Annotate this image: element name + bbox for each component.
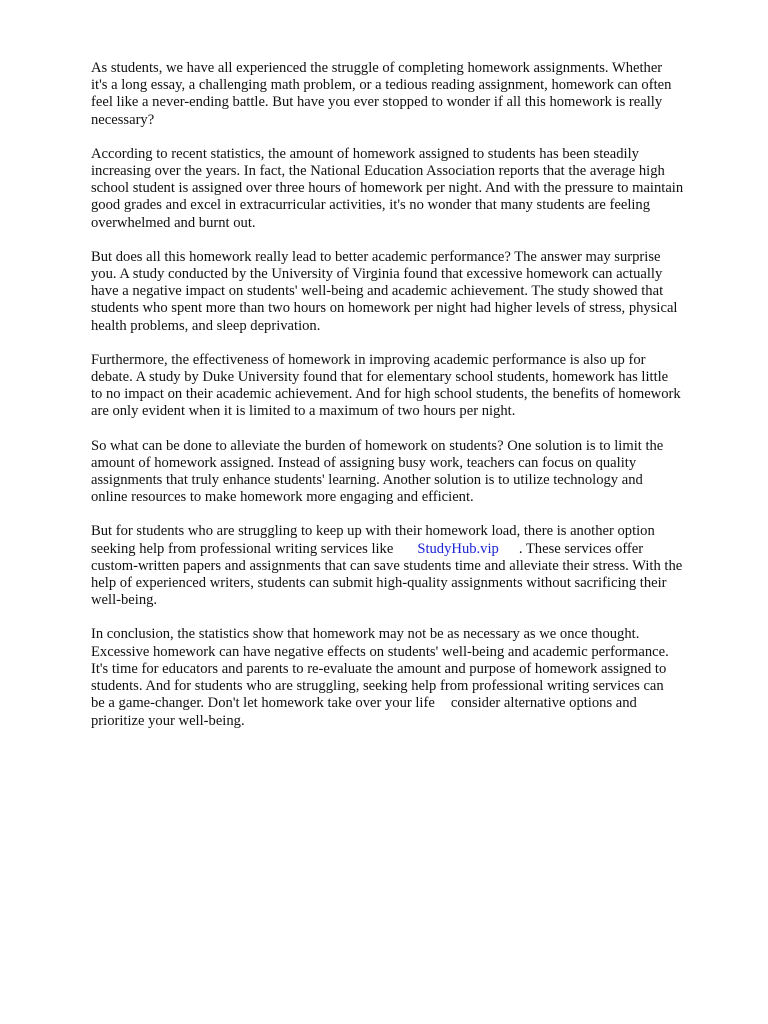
paragraph-statistics — [91, 146, 723, 232]
paragraph-writing-services — [91, 523, 723, 609]
text-line: to no impact on their academic achievement. And for high school students, the benefits of homework — [91, 386, 681, 403]
paragraph-virginia-study — [91, 249, 723, 335]
text-line: According to recent statistics, the amount of homework assigned to students has been steadily — [91, 145, 639, 162]
text-segment: . These services offer — [518, 540, 644, 557]
text-line: feel like a never-ending battle. But have you ever stopped to wonder if all this homework is really — [91, 94, 663, 111]
paragraph-duke-study — [91, 352, 723, 421]
text-line: health problems, and sleep deprivation. — [91, 317, 321, 334]
text-line: students who spent more than two hours on homework per night had higher levels of stress, physical — [91, 300, 678, 317]
text-segment: consider alternative options and — [450, 695, 637, 712]
text-line: students. And for students who are struggling, seeking help from professional writing services can — [91, 678, 664, 695]
text-line: necessary? — [91, 111, 155, 128]
text-line — [91, 695, 723, 712]
text-segment: be a game-changer. Don't let homework take over your life — [91, 695, 435, 712]
text-line: As students, we have all experienced the struggle of completing homework assignments. Whether — [91, 60, 663, 76]
text-line: it's a long essay, a challenging math problem, or a tedious reading assignment, homework can often — [91, 77, 672, 94]
text-line: online resources to make homework more engaging and efficient. — [91, 489, 474, 506]
text-line: have a negative impact on students' well-being and academic achievement. The study showed that — [91, 283, 664, 300]
paragraph-conclusion — [91, 626, 723, 729]
text-line: It's time for educators and parents to re-evaluate the amount and purpose of homework assigned to — [91, 660, 667, 677]
text-segment: seeking help from professional writing services like — [91, 540, 394, 557]
text-line: school student is assigned over three hours of homework per night. And with the pressure to maintain — [91, 180, 684, 197]
text-line: well-being. — [91, 592, 158, 609]
text-line: Excessive homework can have negative effects on students' well-being and academic performance. — [91, 643, 669, 660]
document-body — [91, 60, 723, 747]
text-line: But for students who are struggling to keep up with their homework load, there is another option — [91, 523, 655, 540]
text-line: assignments that truly enhance students' learning. Another solution is to utilize technology and — [91, 472, 643, 489]
text-line: good grades and excel in extracurricular activities, it's no wonder that many students are feeling — [91, 197, 651, 214]
text-line: debate. A study by Duke University found that for elementary school students, homework has little — [91, 369, 669, 386]
text-line: are only evident when it is limited to a maximum of two hours per night. — [91, 403, 516, 420]
text-line: prioritize your well-being. — [91, 712, 245, 729]
studyhub-link[interactable]: StudyHub.vip — [417, 540, 499, 557]
text-line: increasing over the years. In fact, the National Education Association reports that the average high — [91, 163, 665, 180]
text-line: But does all this homework really lead to better academic performance? The answer may surprise — [91, 248, 661, 265]
text-line: amount of homework assigned. Instead of assigning busy work, teachers can focus on quality — [91, 454, 637, 471]
text-line: In conclusion, the statistics show that homework may not be as necessary as we once thought. — [91, 626, 640, 643]
text-line-with-link — [91, 541, 723, 558]
text-line: help of experienced writers, students can submit high-quality assignments without sacrificing their — [91, 575, 667, 592]
paragraph-intro — [91, 60, 723, 129]
text-line: overwhelmed and burnt out. — [91, 214, 256, 231]
text-line: you. A study conducted by the University of Virginia found that excessive homework can actually — [91, 266, 663, 283]
text-line: Furthermore, the effectiveness of homework in improving academic performance is also up for — [91, 351, 646, 368]
text-line: So what can be done to alleviate the burden of homework on students? One solution is to limit the — [91, 437, 664, 454]
paragraph-solutions — [91, 438, 723, 507]
text-line: custom-written papers and assignments that can save students time and alleviate their stress. With the — [91, 557, 683, 574]
